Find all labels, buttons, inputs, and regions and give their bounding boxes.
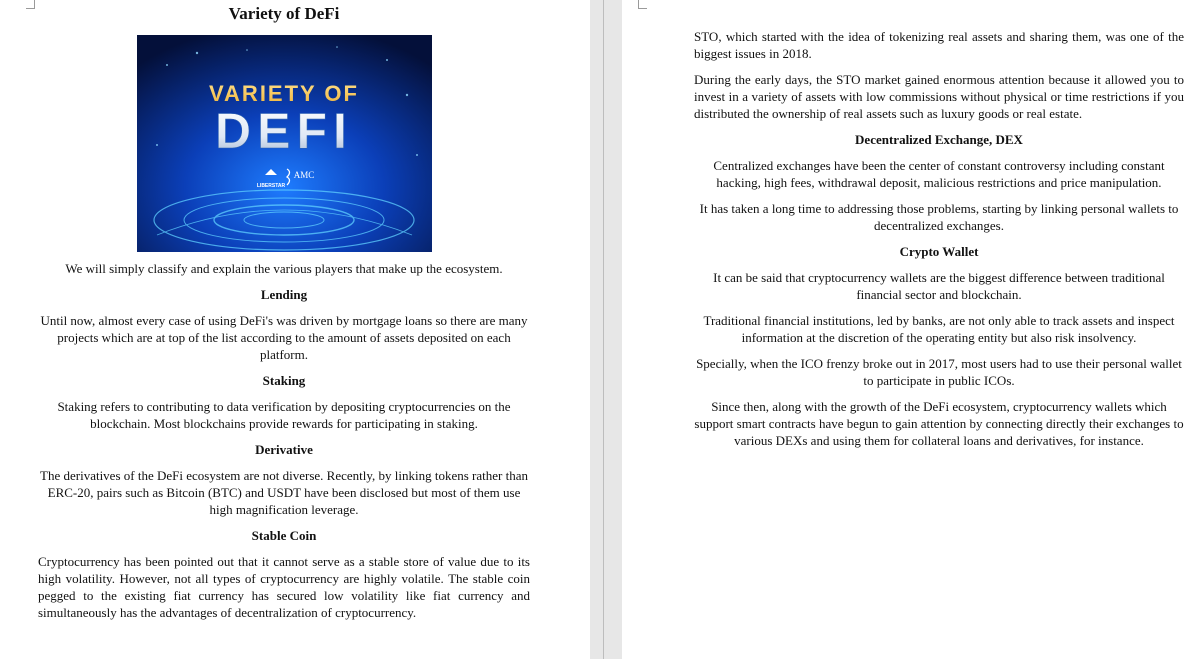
page-content <box>38 0 530 621</box>
logo-left-text: LIBERSTAR <box>256 183 285 189</box>
document-page-left <box>0 0 590 659</box>
section-heading-crypto-wallet: Crypto Wallet <box>899 244 979 259</box>
section-heading-lending: Lending <box>260 287 308 302</box>
wallet-paragraph-2: Traditional financial institutions, led by banks, are not only able to track assets and inspect information at the discretion of the operating entity but also risk insolvency. <box>703 313 1175 345</box>
intro-paragraph: We will simply classify and explain the various players that make up the ecosystem. <box>65 261 503 276</box>
cover-headline-top: VARIETY OF <box>208 81 359 106</box>
page-corner-mark <box>26 0 35 9</box>
cover-image <box>137 35 432 252</box>
page-separator <box>603 0 604 659</box>
sto-paragraph-1: STO, which started with the idea of tokenizing real assets and sharing them, was one of the biggest issues in 2018. <box>694 29 1184 61</box>
section-body-staking: Staking refers to contributing to data verification by depositing cryptocurrencies on the blockchain. Most blockchains provide rewards for participating in staking. <box>57 399 511 431</box>
section-body-derivative: The derivatives of the DeFi ecosystem are not diverse. Recently, by linking tokens rather than ERC-20, pairs such as Bitcoin (BTC) and USDT have been disclosed but most of them use high magnification leverage. <box>40 468 528 517</box>
section-body-lending: Until now, almost every case of using DeFi's was driven by mortgage loans so there are many projects which are at top of the list according to the amount of assets deposited on each platform. <box>40 313 528 362</box>
logo-right-text: AMC <box>293 170 314 180</box>
page-content <box>694 0 1184 449</box>
document-page-right <box>622 0 1200 659</box>
wallet-paragraph-3: Specially, when the ICO frenzy broke out in 2017, most users had to use their personal wallet to participate in public ICOs. <box>696 356 1182 388</box>
section-body-stable-coin: Cryptocurrency has been pointed out that it cannot serve as a stable store of value due to its high volatility. However, not all types of cryptocurrency are highly volatile. The stable coin pegged to the existing fiat currency has secured low volatility like fiat currency and simultaneously has the advantages of decentralization of cryptocurrency. <box>38 554 530 620</box>
dex-paragraph-1: Centralized exchanges have been the center of constant controversy including constant hacking, high fees, withdrawal deposit, malicious restrictions and price manipulation. <box>713 158 1165 190</box>
section-heading-dex: Decentralized Exchange, DEX <box>855 132 1023 147</box>
dex-paragraph-2: It has taken a long time to addressing those problems, starting by linking personal wallets to decentralized exchanges. <box>699 201 1179 233</box>
section-heading-staking: Staking <box>262 373 306 388</box>
wallet-paragraph-1: It can be said that cryptocurrency wallets are the biggest difference between traditional financial sector and blockchain. <box>713 270 1165 302</box>
section-heading-derivative: Derivative <box>255 442 313 457</box>
page-corner-mark <box>638 0 647 9</box>
wallet-paragraph-4: Since then, along with the growth of the DeFi ecosystem, cryptocurrency wallets which support smart contracts have begun to gain attention by connecting directly their exchanges to various DEXs and using them for collateral loans and derivatives, for instance. <box>694 399 1184 448</box>
section-heading-stable-coin: Stable Coin <box>251 528 317 543</box>
cover-headline-main: DEFI <box>214 103 353 159</box>
document-title: Variety of DeFi <box>228 4 340 23</box>
sto-paragraph-2: During the early days, the STO market gained enormous attention because it allowed you to invest in a variety of assets with low commissions without physical or time restrictions if you distributed the ownership of real assets such as luxury goods or real estate. <box>694 72 1184 121</box>
